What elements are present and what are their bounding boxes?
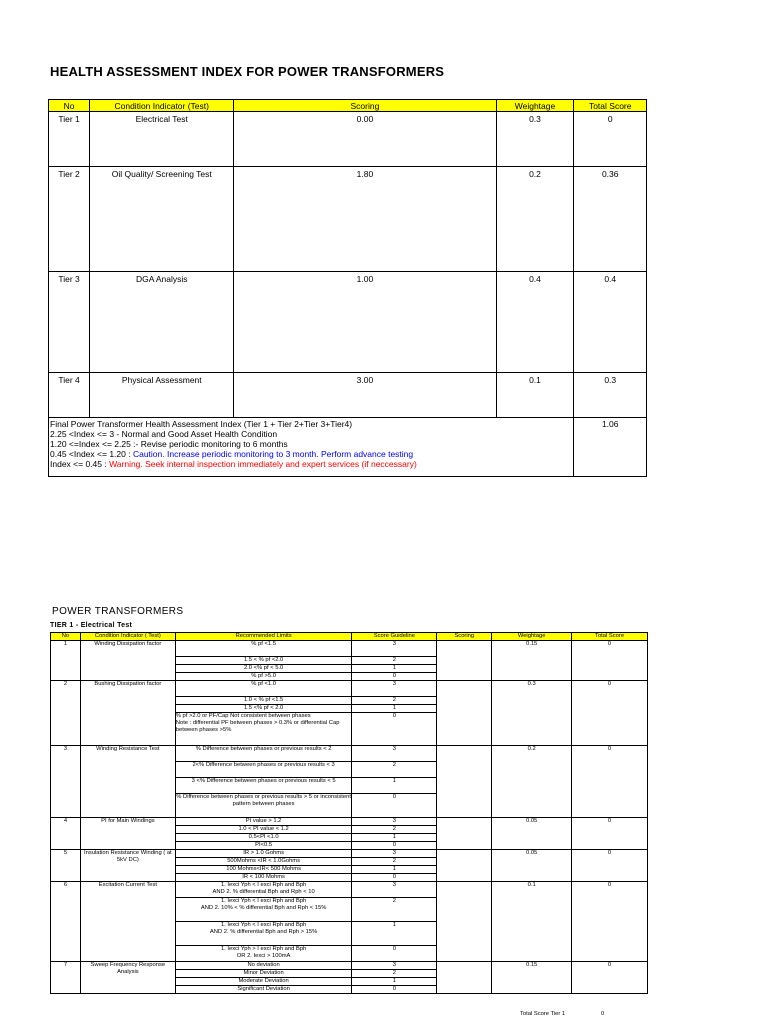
- index-normal-line: 2.25 <Index <= 3 - Normal and Good Asset Health Condition: [50, 429, 278, 439]
- tier-no: Tier 2: [49, 167, 90, 272]
- tier-scoring: 3.00: [234, 373, 496, 418]
- detail-indicator: PI for Main Windings: [80, 818, 175, 850]
- index-warning-line: [50, 459, 572, 469]
- tier-indicator: DGA Analysis: [90, 272, 234, 373]
- detail-score-guideline: 0: [352, 673, 437, 681]
- tier-no: Tier 4: [49, 373, 90, 418]
- detail-no: 1: [51, 641, 81, 681]
- tier-indicator: Electrical Test: [90, 112, 234, 167]
- detail-limit: 1.0 < PI value < 1.2: [175, 826, 352, 834]
- detail-limit: Moderate Deviation: [175, 978, 352, 986]
- detail-total: 0: [572, 681, 648, 746]
- detail-no: 4: [51, 818, 81, 850]
- detail-total: 0: [572, 746, 648, 818]
- detail-scoring: [437, 962, 492, 994]
- detail-total: 0: [572, 882, 648, 962]
- tier-weightage: 0.1: [496, 373, 574, 418]
- detail-scoring: [437, 882, 492, 962]
- header-no: No: [51, 633, 81, 641]
- tier-no: Tier 1: [49, 112, 90, 167]
- detail-limit: IR > 1.0 Gohms: [175, 850, 352, 858]
- detail-score-guideline: 3: [352, 882, 437, 898]
- detail-score-guideline: 0: [352, 794, 437, 818]
- detail-score-guideline: 3: [352, 818, 437, 826]
- summary-table: [48, 99, 647, 477]
- index-revise-line: 1.20 <=Index <= 2.25 :- Revise periodic monitoring to 6 months: [50, 439, 288, 449]
- detail-score-guideline: 1: [352, 978, 437, 986]
- detail-score-guideline: 2: [352, 858, 437, 866]
- tier-total: 0.3: [574, 373, 647, 418]
- warning-prefix: Index <= 0.45 :: [50, 459, 110, 469]
- detail-score-guideline: 2: [352, 970, 437, 978]
- tier-title: TIER 1 - Electrical Test: [50, 622, 133, 629]
- caution-prefix: 0.45 <Index <= 1.20 :: [50, 449, 133, 459]
- detail-no: 2: [51, 681, 81, 746]
- summary-header-row: [49, 100, 647, 112]
- detail-limit: 2.0 <% pf < 5.0: [175, 665, 352, 673]
- detail-total: 0: [572, 641, 648, 681]
- detail-limit: No deviation: [175, 962, 352, 970]
- total-score-label: Total Score Tier 1: [520, 1011, 566, 1017]
- detail-score-guideline: 1: [352, 922, 437, 946]
- detail-limit: % Difference between phases or previous results > 5 or inconsistent pattern between phases: [175, 794, 352, 818]
- detail-limit: Minor Deviation: [175, 970, 352, 978]
- detail-limit: IR < 100 Mohms: [175, 874, 352, 882]
- final-index-block: [49, 418, 574, 477]
- detail-limit: 1.5 <% pf < 2.0: [175, 705, 352, 713]
- detail-indicator: Sweep Frequency Response Analysis: [80, 962, 175, 994]
- tier-indicator: Oil Quality/ Screening Test: [90, 167, 234, 272]
- detail-limit: % Difference between phases or previous results < 2: [175, 746, 352, 762]
- header-limits: Recommended Limits: [175, 633, 352, 641]
- detail-score-guideline: 2: [352, 898, 437, 922]
- detail-no: 5: [51, 850, 81, 882]
- detail-indicator: Bushing Dissipation factor: [80, 681, 175, 746]
- detail-weightage: 0.1: [492, 882, 572, 962]
- final-index-value: 1.06: [574, 418, 647, 477]
- detail-limit: 3 <% Difference between phases or previous results < 5: [175, 778, 352, 794]
- header-indicator: Condition Indicator (Test): [90, 100, 234, 112]
- detail-weightage: 0.05: [492, 850, 572, 882]
- detail-header-row: [51, 633, 648, 641]
- detail-score-guideline: 1: [352, 834, 437, 842]
- detail-no: 3: [51, 746, 81, 818]
- header-scoring: Scoring: [234, 100, 496, 112]
- detail-scoring: [437, 850, 492, 882]
- tier1-detail-table: [50, 632, 648, 994]
- tier-weightage: 0.4: [496, 272, 574, 373]
- table-row: [49, 112, 647, 167]
- detail-limit: % pf <1.0: [175, 681, 352, 697]
- detail-indicator: Excitation Current Test: [80, 882, 175, 962]
- section-title: POWER TRANSFORMERS: [52, 606, 184, 617]
- detail-score-guideline: 2: [352, 657, 437, 665]
- detail-weightage: 0.3: [492, 681, 572, 746]
- detail-weightage: 0.05: [492, 818, 572, 850]
- page-title: HEALTH ASSESSMENT INDEX FOR POWER TRANSFORMERS: [50, 64, 445, 79]
- detail-score-guideline: 2: [352, 697, 437, 705]
- total-score-value: 0: [601, 1011, 605, 1017]
- table-row: [51, 962, 648, 970]
- table-row: [49, 272, 647, 373]
- detail-score-guideline: 0: [352, 874, 437, 882]
- detail-limit: PI<0.5: [175, 842, 352, 850]
- detail-limit: 500Mohms <IR < 1.0Gohms: [175, 858, 352, 866]
- header-total: Total Score: [572, 633, 648, 641]
- tier-indicator: Physical Assessment: [90, 373, 234, 418]
- detail-limit: % pf >2.0 or PF/Cap Not consistent between phases Note : differential PF between phases > 0.3% or differential Cap between phases >5%: [175, 713, 352, 746]
- detail-score-guideline: 0: [352, 713, 437, 746]
- detail-score-guideline: 1: [352, 778, 437, 794]
- tier-no: Tier 3: [49, 272, 90, 373]
- tier-scoring: 0.00: [234, 112, 496, 167]
- detail-scoring: [437, 818, 492, 850]
- detail-score-guideline: 1: [352, 866, 437, 874]
- table-row: [51, 882, 648, 898]
- caution-message: Caution. Increase periodic monitoring to 3 month. Perform advance testing: [132, 449, 414, 459]
- detail-limit: 2<% Difference between phases or previous results < 3: [175, 762, 352, 778]
- header-score-guideline: Score Guideline: [352, 633, 437, 641]
- detail-scoring: [437, 681, 492, 746]
- detail-limit: 1. Iexci Yph < I exci Rph and Bph AND 2. % differential Bph and Rph > 15%: [175, 922, 352, 946]
- detail-scoring: [437, 641, 492, 681]
- detail-score-guideline: 3: [352, 746, 437, 762]
- final-index-row: [49, 418, 647, 477]
- tier-weightage: 0.2: [496, 167, 574, 272]
- detail-limit: % pf <1.5: [175, 641, 352, 657]
- detail-total: 0: [572, 962, 648, 994]
- final-label: Final Power Transformer Health Assessment Index (Tier 1 + Tier 2+Tier 3+Tier4): [50, 419, 353, 429]
- tier-total: 0.36: [574, 167, 647, 272]
- detail-limit: 1. Iexci Yph < I exci Rph and Bph AND 2. % differential Bph and Rph < 10: [175, 882, 352, 898]
- detail-score-guideline: 1: [352, 665, 437, 673]
- detail-indicator: Winding Dissipation factor: [80, 641, 175, 681]
- detail-limit: 1.5 < % pf <2.0: [175, 657, 352, 665]
- detail-weightage: 0.15: [492, 641, 572, 681]
- detail-score-guideline: 0: [352, 946, 437, 962]
- detail-limit: 1. Iexci Yph < I exci Rph and Bph AND 2. 10% < % differential Bph and Rph < 15%: [175, 898, 352, 922]
- detail-score-guideline: 3: [352, 850, 437, 858]
- table-row: [49, 167, 647, 272]
- tier-scoring: 1.00: [234, 272, 496, 373]
- detail-score-guideline: 0: [352, 842, 437, 850]
- index-caution-line: [50, 449, 572, 459]
- header-scoring: Scoring: [437, 633, 492, 641]
- detail-weightage: 0.2: [492, 746, 572, 818]
- detail-limit: PI value > 1.2: [175, 818, 352, 826]
- table-row: [51, 850, 648, 858]
- detail-indicator: Winding Resistance Test: [80, 746, 175, 818]
- detail-score-guideline: 0: [352, 986, 437, 994]
- detail-score-guideline: 3: [352, 641, 437, 657]
- detail-weightage: 0.15: [492, 962, 572, 994]
- header-weightage: Weightage: [496, 100, 574, 112]
- tier-weightage: 0.3: [496, 112, 574, 167]
- detail-total: 0: [572, 818, 648, 850]
- header-no: No: [49, 100, 90, 112]
- detail-score-guideline: 3: [352, 962, 437, 970]
- detail-score-guideline: 1: [352, 705, 437, 713]
- detail-limit: 0.5<PI <1.0: [175, 834, 352, 842]
- detail-limit: 100 Mohms<IR< 500 Mohms: [175, 866, 352, 874]
- detail-total: 0: [572, 850, 648, 882]
- header-total: Total Score: [574, 100, 647, 112]
- detail-limit: % pf >5.0: [175, 673, 352, 681]
- detail-limit: 1.0 < % pf <1.5: [175, 697, 352, 705]
- detail-no: 6: [51, 882, 81, 962]
- detail-scoring: [437, 746, 492, 818]
- table-row: [51, 746, 648, 762]
- header-indicator: Condition Indicator ( Test): [80, 633, 175, 641]
- detail-limit: 1. Iexci Yph > I exci Rph and Bph OR 2. Iexci > 100mA: [175, 946, 352, 962]
- warning-message: Warning. Seek internal inspection immediately and expert services (if neccessary): [109, 459, 417, 469]
- detail-indicator: Insulation Resistance Winding ( at 5kV DC): [80, 850, 175, 882]
- detail-score-guideline: 2: [352, 762, 437, 778]
- detail-score-guideline: 3: [352, 681, 437, 697]
- tier-scoring: 1.80: [234, 167, 496, 272]
- header-weightage: Weightage: [492, 633, 572, 641]
- table-row: [51, 818, 648, 826]
- detail-no: 7: [51, 962, 81, 994]
- detail-score-guideline: 2: [352, 826, 437, 834]
- table-row: [49, 373, 647, 418]
- tier-total: 0: [574, 112, 647, 167]
- tier-total: 0.4: [574, 272, 647, 373]
- table-row: [51, 681, 648, 697]
- detail-limit: Significant Deviation: [175, 986, 352, 994]
- table-row: [51, 641, 648, 657]
